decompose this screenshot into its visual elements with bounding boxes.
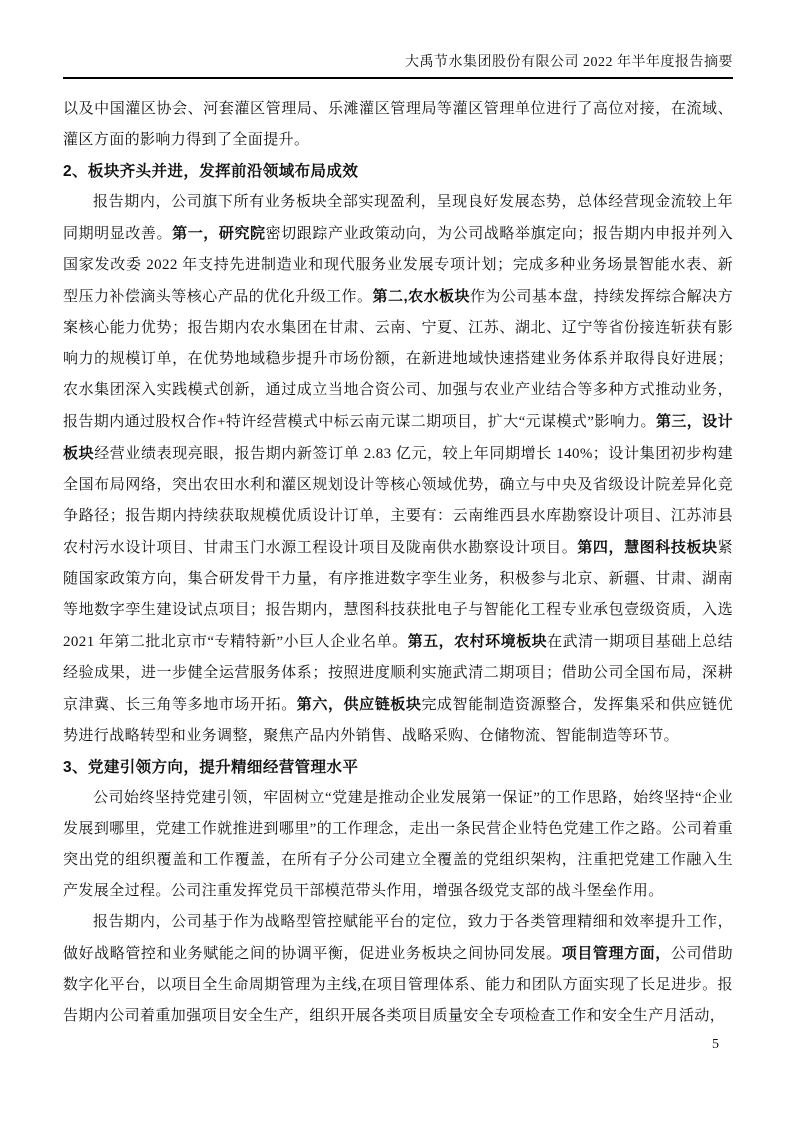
paragraph-business-segments	[63, 187, 733, 752]
header-rule	[63, 77, 733, 79]
text-run: 公司借助数字化平台，以项目全生命周期管理为主线,在项目管理体系、能力和团队方面实现了长足进步。报告期内公司着重加强项目安全生产，组织开展各类项目质量安全专项检查工作和安全生产月活动，	[63, 946, 733, 1024]
text-run: 报告期内，公司旗下所有业务板块全部实现盈利，呈现良好发展态势，总体经营现金流较上年同期明显改善。	[63, 194, 733, 242]
text-run: 紧随国家政策方向，集合研发骨干力量，有序推进数字孪生业务，积极参与北京、新疆、甘肃、湖南等地数字孪生建设试点项目；报告期内，慧图科技获批电子与智能化工程专业承包壹级资质，入选 2021 年第二批北京市“专精特新”小巨人企业名单。	[63, 540, 733, 650]
bold-run: 第四，慧图科技板块	[577, 539, 718, 556]
bold-run: 第二,农水板块	[372, 288, 470, 305]
document-body	[63, 94, 733, 1032]
text-run: 作为公司基本盘，持续发挥综合解决方案核心能力优势；报告期内农水集团在甘肃、云南、宁夏、江苏、湖北、辽宁等省份接连斩获有影响力的规模订单，在优势地域稳步提升市场份额，在新进地域快速搭建业务体系并取得良好进展；农水集团深入实践模式创新，通过成立当地合资公司、加强与农业产业结合等多种方式推动业务，报告期内通过股权合作+特许经营模式中标云南元谋二期项目，扩大“元谋模式”影响力。	[63, 289, 733, 430]
page-number: 5	[712, 1037, 719, 1052]
bold-run: 第一，研究院	[172, 225, 266, 242]
bold-run: 项目管理方面，	[561, 945, 671, 962]
page-header	[63, 0, 733, 79]
header-title: 大禹节水集团股份有限公司 2022 年半年度报告摘要	[405, 55, 733, 70]
text-run: 在武清一期项目基础上总结经验成果，进一步健全运营服务体系；按照进度顺利实施武清二期项目；借助公司全国布局，深耕京津冀、长三角等多地市场开拓。	[63, 634, 733, 713]
bold-run: 第五，农村环境板块	[407, 633, 548, 650]
text-run: 经营业绩表现亮眼，报告期内新签订单 2.83 亿元，较上年同期增长 140%；设计集团初步构建全国布局网络，突出农田水利和灌区规划设计等核心领域优势，确立与中央及省级设计院差异化竞争路径；报告期内持续获取规模优质设计订单，主要有：云南维西县水库勘察设计项目、江苏沛县农村污水设计项目、甘肃玉门水源工程设计项目及陇南供水勘察设计项目。	[63, 446, 733, 556]
text-run: 密切跟踪产业政策动向，为公司战略举旗定向；报告期内申报并列入国家发改委 2022 年支持先进制造业和现代服务业发展专项计划；完成多种业务场景智能水表、新型压力补偿滴头等核心产品的优化升级工作。	[63, 226, 733, 305]
section-heading-segments: 2、板块齐头并进，发挥前沿领域布局成效	[63, 163, 359, 180]
paragraph-party-building: 公司始终坚持党建引领，牢固树立“党建是推动企业发展第一保证”的工作思路，始终坚持“企业发展到哪里，党建工作就推进到哪里”的工作理念，走出一条民营企业特色党建工作之路。公司着重突出党的组织覆盖和工作覆盖，在所有子分公司建立全覆盖的党组织架构，注重把党建工作融入生产发展全过程。公司注重发挥党员干部模范带头作用，增强各级党支部的战斗堡垒作用。	[63, 790, 733, 899]
text-run: 完成智能制造资源整合，发挥集采和供应链优势进行战略转型和业务调整，聚焦产品内外销售、战略采购、仓储物流、智能制造等环节。	[63, 697, 733, 744]
paragraph-irrigation-continuation: 以及中国灌区协会、河套灌区管理局、乐滩灌区管理局等灌区管理单位进行了高位对接，在流域、灌区方面的影响力得到了全面提升。	[63, 101, 733, 148]
section-heading-party: 3、党建引领方向，提升精细经营管理水平	[63, 759, 359, 776]
bold-run: 第六，供应链板块	[296, 696, 422, 713]
bold-run: 第三，设计板块	[63, 413, 733, 462]
text-run: 报告期内，公司基于作为战略型管控赋能平台的定位，致力于各类管理精细和效率提升工作，做好战略管控和业务赋能之间的协调平衡，促进业务板块之间协同发展。	[63, 914, 733, 962]
paragraph-management-platform	[63, 907, 733, 1032]
